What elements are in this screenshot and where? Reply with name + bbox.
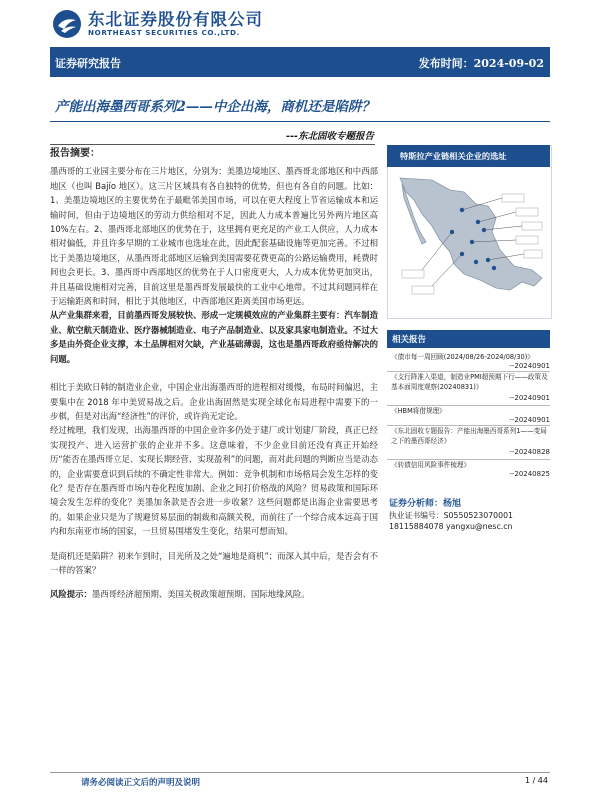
title-divider xyxy=(50,121,550,122)
abstract-label: 报告摘要： xyxy=(50,148,100,159)
paragraph-conclusion: 是商机还是陷阱？初来乍到时，目光所及之处“遍地是商机”；而深入其中后，是否会有不一样的答案？ xyxy=(50,550,378,575)
related-report-title[interactable]: 《转债信用风险事件梳理》 xyxy=(391,461,471,469)
publish-date: 发布时间：2024-09-02 xyxy=(418,57,544,70)
logo-company-name: 东北证券股份有限公司 xyxy=(88,10,263,29)
paragraph-industrial-parks: 墨西哥的工业园主要分布在三片地区，分别为：美墨边境地区、墨西哥北部地区和中西部地区（也叫 Bajío 地区）。这三片区域具有各自独特的优势，但也有各自的问题。比如：1、美墨边境地区的主要优势在于最毗邻美国市场，可以在更大程度上节省运输成本和运输时间，但由于边境地区的劳动力供给相对不足，因此人力成本普遍比另外两片地区高 10%左右。2、墨西哥北部地区的优势在于，这里拥有更充足的产业工人供应，人力成本相对偏低，并且许多早期的工业城市也选址在此，因此配套基础设施等更加完善。不过相比于美墨边境地区，从墨西哥北部地区运输到美国需要花费更高的公路运输费用，耗费时间也会更长。3、墨西哥中西部地区的优势在于人口密度更大，人力成本优势更加突出，并且基础设施相对完善，目前这里是墨西哥发展最快的工业中心地带。不过其问题同样在于运输距离和时间，相比于其他地区，中西部地区距离美国市场更远。 xyxy=(50,166,378,307)
related-report-title[interactable]: 《债市每一周回顾(2024/08/26-2024/08/30)》 xyxy=(391,353,534,361)
map-figure-title: 特斯拉产业链相关企业的选址 xyxy=(400,151,507,161)
footer-disclaimer: 请务必阅读正文后的声明及说明 xyxy=(81,778,201,788)
related-report-title[interactable]: 《HBM将借规理》 xyxy=(391,407,446,415)
analyst-license: 执业证书编号：S0550523070001 xyxy=(389,511,514,520)
report-body xyxy=(50,146,378,602)
paragraph-industry-clusters: 从产业集群来看，目前墨西哥发展较快、形成一定规模效应的产业集群主要有：汽车制造业、航空航天制造业、医疗器械制造业、电子产品制造业、以及家具家电制造业。不过大多是由外资企业支撑，本土品牌相对欠缺，产业基础薄弱，这也是墨西哥政府亟待解决的问题。 xyxy=(50,310,378,364)
risk-warning xyxy=(50,587,378,601)
report-type: 证券研究报告 xyxy=(55,57,121,70)
paragraph-analysis: 经过梳理，我们发现，出海墨西哥的中国企业许多仍处于建厂或计划建厂阶段，真正已经实现投产、进入运营扩张的企业并不多。这意味着，不少企业目前还没有真正开始经历“能否在墨西哥立足、实现长期经营、实现盈利”的问题，而对此问题的判断应当是动态的，企业需要意识到后续的不确定性非常大。例如：竞争机制和市场格局会发生怎样的变化？是否存在墨西哥市场内卷化程度加剧、企业之间打价格战的风险？贸易政策和国际环境会发生怎样的变化？美墨加条款是否会进一步收紧？这些问题都是出海企业需要思考的。如果企业只是为了规避贸易层面的制裁和高额关税，而前往了一个综合成本远高于国内和东南亚市场的国家，一旦贸易围堵发生变化，结果可想而知。 xyxy=(50,425,378,537)
series-source: ---东北固收专题报告 xyxy=(286,131,374,142)
logo-mark-icon xyxy=(52,9,82,39)
mexico-map-image xyxy=(392,170,547,315)
related-report-date: --20240901 xyxy=(509,416,550,424)
risk-text: 墨西哥经济超预期、美国关税政策超预期、国际地缘风险。 xyxy=(91,589,310,600)
analyst-name: 证券分析师：杨旭 xyxy=(389,499,462,509)
analyst-contact: 18115884078 yangxu@nesc.cn xyxy=(389,522,513,531)
paragraph-chinese-enterprises: 相比于美欧日韩的制造业企业，中国企业出海墨西哥的进程相对缓慢，布局时间偏迟，主要集中在 2018 年中美贸易战之后。企业出海固然是实现全球化布局进程中需要下的一步棋，但是对出海“经济性”的评价，或许尚无定论。 xyxy=(50,382,378,421)
related-report-title[interactable]: 《东北固收专题报告：产能出海墨西哥系列1——变局之下的墨西哥经济》 xyxy=(391,427,547,445)
related-report-date: --20240828 xyxy=(509,448,550,456)
report-title: 产能出海墨西哥系列2——中企出海，商机还是陷阱？ xyxy=(55,99,375,115)
related-report-date: --20240901 xyxy=(509,394,550,402)
related-report-title[interactable]: 《支行降准入渠道，制造业PMI超预期下行——政策及基本面周度观察(20240831)》 xyxy=(391,373,548,391)
page-number: 1 / 44 xyxy=(524,776,548,785)
related-reports-label: 相关报告 xyxy=(392,335,427,345)
related-report-date: --20240901 xyxy=(509,362,550,370)
risk-label: 风险提示： xyxy=(50,589,92,600)
related-report-date: --20240825 xyxy=(509,470,550,478)
logo-company-name-en: NORTHEAST SECURITIES CO.,LTD. xyxy=(88,28,240,37)
abstract-divider xyxy=(50,144,375,145)
